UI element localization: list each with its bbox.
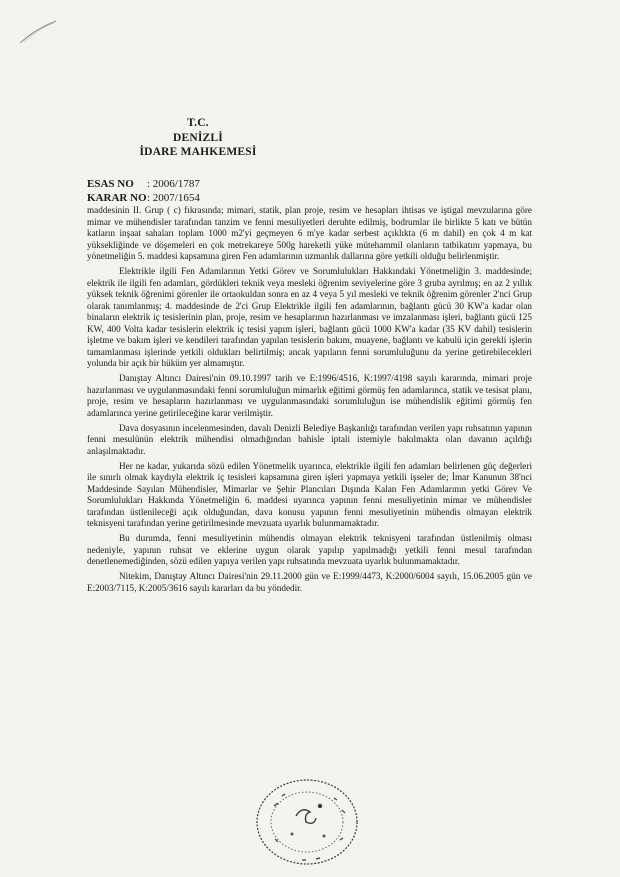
header-court: İDARE MAHKEMESİ — [139, 146, 257, 158]
court-header — [138, 116, 258, 160]
paragraph: maddesinin II. Grup ( c) fıkrasında; mimari, statik, plan proje, resim ve hesapları ihtisas ve iştigal mevzularına göre mimar ve mühendisler tarafından tanzim ve fenni mesuliyetleri deruhte edilmiş, bodrumlar ile birlikte 5 katı ve bütün katların inşaat sahaları toplam 1000 m2'yi geçmeyen 6 m'ye kadar serbest açıklıkta (6 m dahil) en çok 4 m kat yüksekliğinde ve döşemeleri en çok metrekareye 500g hareketli yüke mütehammil olanların tatbikatını yapmaya, bu yönetmeliğin 5. maddesi kapsamına giren Fen adamlarının uzmanlık dallarına göre yetkili olduğu belirlenmiştir. — [87, 205, 532, 261]
header-tc: T.C. — [187, 117, 209, 129]
case-meta — [87, 178, 387, 205]
court-seal-stamp — [252, 776, 362, 868]
esas-label: ESAS NO — [87, 178, 134, 190]
paragraph: Danıştay Altıncı Dairesi'nin 09.10.1997 tarih ve E:1996/4516, K:1997/4198 sayılı kararında, mimari proje hazırlanması ve uygulanmasındaki fenni sorumluluğun mimarlık eğitimi görmüş fen adamlarınca, statik ve tesisat planı, proje, resim ve hesapların hazırlanması ve uygulanmasındaki sorumluluğun ise mühendislik eğitimi görmüş fen adamlarınca yerine getirileceğine karar verilmiştir. — [87, 373, 532, 418]
pen-mark — [18, 18, 58, 46]
paragraph: Elektrikle ilgili Fen Adamlarının Yetki Görev ve Sorumlulukları Hakkındaki Yönetmeliğin 3. maddesinde; elektrik ile ilgili fen adamları, gördükleri teknik veya mesleki öğrenim seviyelerine göre 3 gruba ayrılmış; en az 2 yıllık yüksek teknik öğrenimi görenler ile ortaokuldan sonra en az 4 veya 5 yıl mesleki ve teknik öğrenim görenler 2'nci Grup olarak tanımlanmış; 4. maddesinde de 2'ci Grup Elektrikle ilgili fen adamlarının, bağlantı gücü 30 KW'a kadar olan binaların elektrik iç tesislerinin plan, proje, resim ve hesaplarının hazırlanması ve imzalanması işleri, bağlantı gücü 125 KW, 400 Volta kadar tesislerin elektrik iç tesisi yapım işleri, bağlantı gücü 1000 KW'a kadar (35 KV dahil) tesislerin işletme ve bakım işleri ve kendileri tarafından yapılan tesislerin bakım, muayene, bağlantı ve kabulü için gerekli işlerin tamamlanması işlerinde yetkili oldukları belirtilmiş; ancak yapıların fenni sorumluluğunu da yerine getirebilecekleri yolunda bir açık bir hüküm yer almamıştır. — [87, 266, 532, 368]
esas-value: : 2006/1787 — [147, 178, 200, 190]
karar-label: KARAR NO — [87, 191, 147, 204]
document-body — [87, 205, 532, 598]
paragraph: Her ne kadar, yukarıda sözü edilen Yönetmelik uyarınca, elektrikle ilgili fen adamları belirlenen güç değerleri ile sınırlı olmak kaydıyla elektrik iç tesisleri kapsamına giren işleri yapmaya yetkili işseler de; İmar Kanunun 38'nci Maddesinde Sayılan Mühendisler, Mimarlar ve Şehir Plancıları Dışında Kalan Fen Adamlarının yetki Görev Ve Sorumlulukları Hakkında Yönetmeliğin 6. maddesi uyarınca yapının fenni mesuliyetinin mimar ve mühendisler tarafından üstlenileceği açık olduğundan, dava konusu yapının fenni mesuliyetinin mühendis olmayan elektrik teknisyeni tarafından yerine getirilmesinde mevzuata uyarlık bulunmamaktadır. — [87, 460, 532, 528]
header-city: DENİZLİ — [173, 131, 223, 144]
esas-row — [87, 178, 387, 192]
karar-row — [87, 192, 387, 206]
karar-value: : 2007/1654 — [147, 191, 200, 204]
paragraph: Dava dosyasının incelenmesinden, davalı Denizli Belediye Başkanlığı tarafından verilen yapı ruhsatının yapının fenni mesulünün elektrik mühendisi olmadığından bahisle iptali istemiyle bakılmakta olan davanın açıldığı anlaşılmaktadır. — [87, 422, 532, 456]
paragraph: Nitekim, Danıştay Altıncı Dairesi'nin 29.11.2000 gün ve E:1999/4473, K:2000/6004 sayılı, 15.06.2005 gün ve E:2003/7115, K:2005/3616 sayılı kararları da bu yöndedir. — [87, 571, 532, 593]
paragraph: Bu durumda, fenni mesuliyetinin mühendis olmayan elektrik teknisyeni tarafından üstlenilmiş olması nedeniyle, yapının ruhsat ve eklerine uygun olarak yapılıp yapılmadığı yetkili fenni mesul tarafından denetlenemediğinden, sözü edilen yapıya verilen yapı ruhsatında mevzuata uyarlık bulunmamaktadır. — [87, 533, 532, 566]
